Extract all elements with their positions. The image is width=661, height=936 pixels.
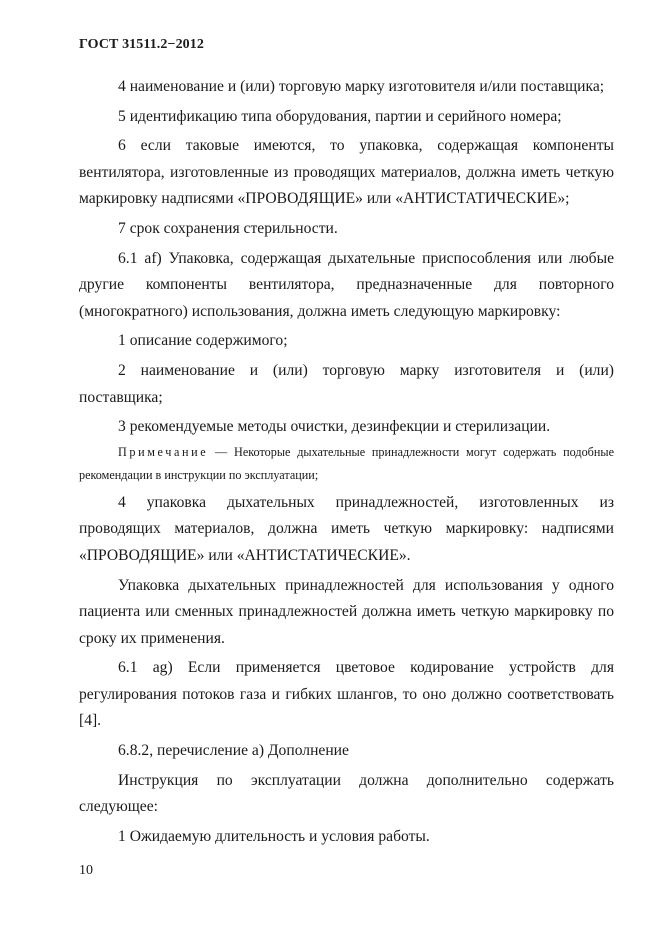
list-item-manufacturer: 4 наименование и (или) торговую марку изготовителя и/или поставщика;	[118, 78, 605, 95]
single-patient-packaging: Упаковка дыхательных принадлежностей для использования у одного пациента или сменных принадлежностей должна иметь четкую маркировку по сроку их применения.	[79, 576, 614, 647]
list-item-equipment-id: 5 идентификацию типа оборудования, партии и серийного номера;	[118, 107, 562, 125]
list-item-manufacturer-2: 2 наименование и (или) торговую марку изготовителя и (или) поставщика;	[79, 361, 614, 406]
list-item-cleaning-methods: 3 рекомендуемые методы очистки, дезинфекции и стерилизации.	[118, 418, 551, 436]
document-body	[79, 74, 614, 850]
list-item-sterility: 7 срок сохранения стерильности.	[118, 219, 338, 237]
clause-6-1-af: 6.1 af) Упаковка, содержащая дыхательные приспособления или любые другие компоненты вентилятора, предназначенные для повторного (многократного) использования, должна иметь следующую маркировку:	[79, 249, 614, 320]
clause-6-1-ag: 6.1 ag) Если применяется цветовое кодирование устройств для регулирования потоков газа и гибких шлангов, то оно должно соответствовать [4].	[79, 659, 614, 730]
document-header: ГОСТ 31511.2−2012	[79, 37, 204, 52]
page-number: 10	[79, 863, 93, 878]
note-dash: —	[208, 444, 235, 459]
list-item-conductive-packaging: 6 если таковые имеются, то упаковка, содержащая компоненты вентилятора, изготовленные из проводящих материалов, должна иметь четкую маркировку надписями «ПРОВОДЯЩИЕ» или «АНТИСТАТИЧЕСКИЕ»;	[79, 137, 614, 208]
instructions-intro: Инструкция по эксплуатации должна дополнительно содержать следующее:	[79, 771, 614, 816]
clause-6-8-2: 6.8.2, перечисление a) Дополнение	[118, 742, 349, 760]
list-item-contents: 1 описание содержимого;	[118, 332, 288, 350]
note-text: Некоторые дыхательные принадлежности могут содержать подобные рекомендации в инструкции по эксплуатации;	[79, 444, 615, 482]
list-item-expected-duration: 1 Ожидаемую длительность и условия работы.	[118, 827, 430, 845]
list-item-conductive-accessories: 4 упаковка дыхательных принадлежностей, изготовленных из проводящих материалов, должна иметь четкую маркировку: надписями «ПРОВОДЯЩИЕ» или «АНТИСТАТИЧЕСКИЕ».	[79, 493, 614, 564]
note-paragraph	[79, 441, 614, 487]
note-label: Примечание	[118, 444, 209, 459]
